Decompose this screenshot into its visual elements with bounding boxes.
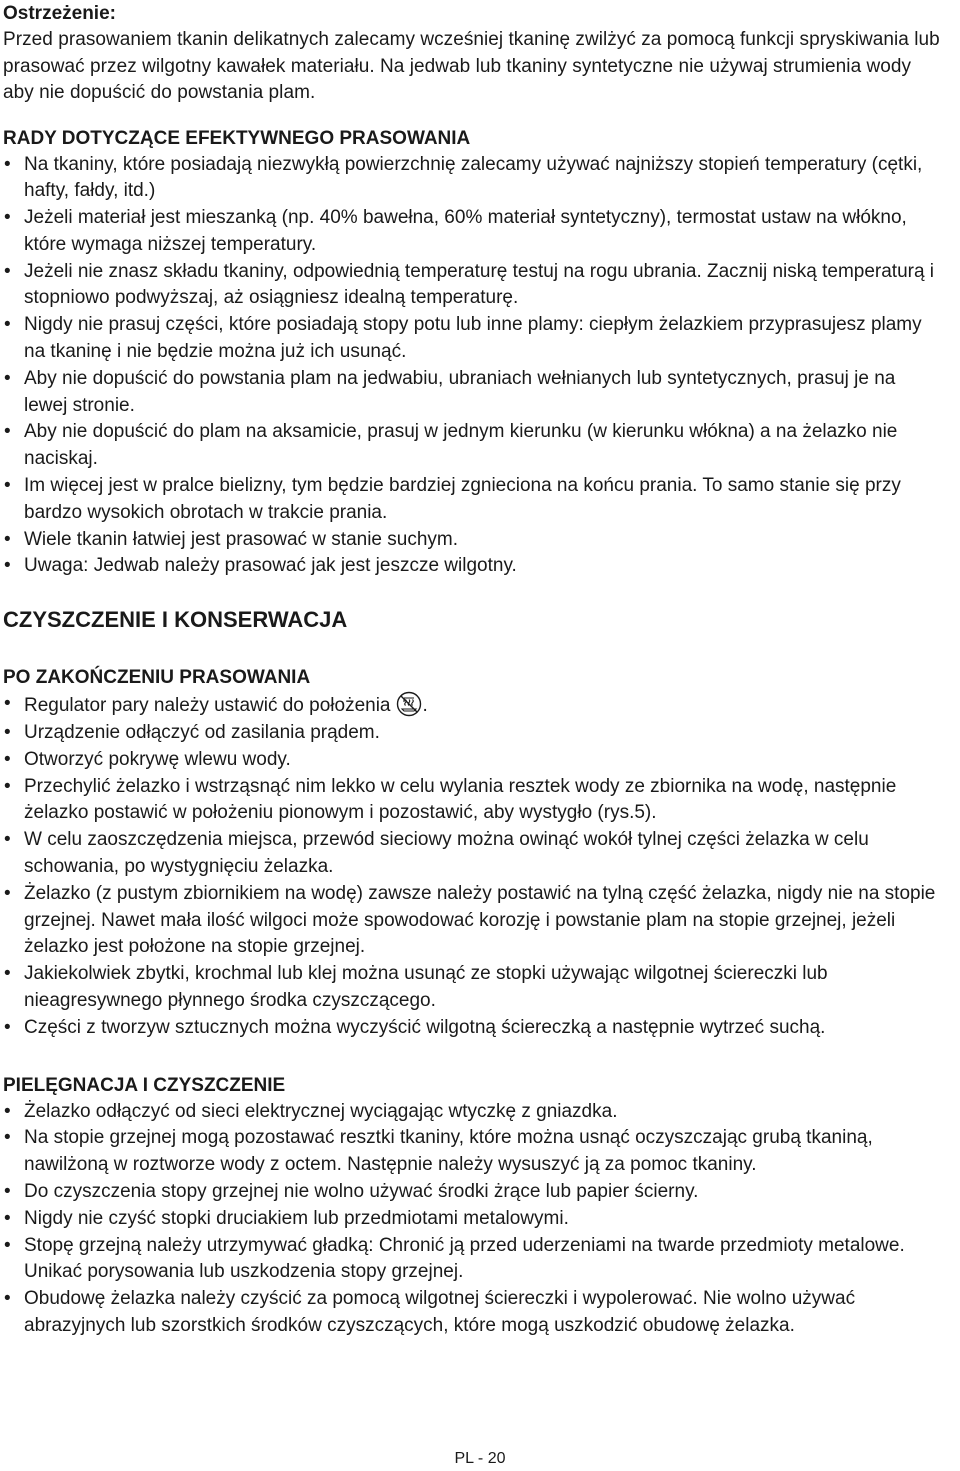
bullet: • <box>4 1288 11 1310</box>
bullet: • <box>4 1181 11 1202</box>
list-item: • Urządzenie odłączyć od zasilania prądem. <box>3 720 942 747</box>
after-ironing-title: PO ZAKOŃCZENIU PRASOWANIA <box>3 667 311 689</box>
bullet: • <box>4 775 11 797</box>
list-item: • Nigdy nie czyść stopki druciakiem lub przedmiotami metalowymi. <box>3 1206 942 1233</box>
list-item: • Aby nie dopuścić do powstania plam na jedwabiu, ubraniach wełnianych lub syntetycznych, prasuj je na lewej stronie. <box>4 367 896 416</box>
list-item: • Części z tworzyw sztucznych można wyczyścić wilgotną ściereczką a następnie wytrzeć suchą. <box>3 1015 942 1042</box>
list-item: • Im więcej jest w pralce bielizny, tym będzie bardziej zgnieciona na końcu prania. To samo stanie się przy bardzo wysokich obrotach w trakcie prania. <box>4 475 901 523</box>
list-item: • Regulator pary należy ustawić do położenia . <box>4 693 428 717</box>
bullet: • <box>4 748 11 770</box>
list-item: • Stopę grzejną należy utrzymywać gładką: Chronić ją przed uderzeniami na twarde przedmioty metalowe. Unikać porysowania lub uszkodzenia stopy grzejnej. <box>4 1234 905 1283</box>
list-item: • Żelazko odłączyć od sieci elektrycznej wyciągając wtyczkę z gniazdka. <box>3 1099 942 1126</box>
list-item: • Jakiekolwiek zbytki, krochmal lub klej można usunąć ze stopki używając wilgotnej ściereczki lub nieagresywnego płynnego środka czyszczącego. <box>4 963 828 1012</box>
list-item: • Nigdy nie prasuj części, które posiadają stopy potu lub inne plamy: ciepłym żelazkiem przyprasujesz plamy na tkaninę i nie będzie można już ich usunąć. <box>4 314 922 363</box>
bullet: • <box>4 153 11 175</box>
care-list <box>3 1099 942 1340</box>
page-number: PL - 20 <box>454 1450 506 1467</box>
bullet: • <box>4 207 11 229</box>
tips-title: RADY DOTYCZĄCE EFEKTYWNEGO PRASOWANIA <box>3 127 471 149</box>
list-item: • Żelazko (z pustym zbiornikiem na wodę) zawsze należy postawić na tylną część żelazka, nigdy nie na stopie grzejnej. Nawet mała ilość wilgoci może spowodować korozję i powstanie plam na stopie grzejnej, jeżeli żelazko jest położone na stopie grzejnej. <box>4 882 936 958</box>
warning-title: Ostrzeżenie: <box>3 3 116 24</box>
bullet: • <box>4 829 11 851</box>
bullet: • <box>4 722 11 744</box>
bullet: • <box>4 1100 11 1122</box>
no-steam-icon <box>395 691 423 717</box>
list-item: • Do czyszczenia stopy grzejnej nie wolno używać środki żrące lub papier ścierny. <box>3 1179 942 1206</box>
bullet: • <box>4 1127 11 1149</box>
cleaning-title: CZYSZCZENIE I KONSERWACJA <box>3 607 348 633</box>
list-item: • Jeżeli nie znasz składu tkaniny, odpowiednią temperaturę testuj na rogu ubrania. Zacznij niską temperaturą i stopniowo podwyższaj, aż osiągniesz idealną temperaturę. <box>4 260 935 309</box>
bullet: • <box>4 693 11 715</box>
bullet: • <box>4 1234 11 1256</box>
list-item: • Na stopie grzejnej mogą pozostawać resztki tkaniny, które można usnąć oczyszczając grubą tkaniną, nawilżoną w roztworze wody z octem. Następnie należy wysuszyć ją za pomoc tkaniny. <box>4 1127 873 1176</box>
bullet: • <box>4 555 11 577</box>
list-item: • Uwaga: Jedwab należy prasować jak jest jeszcze wilgotny. <box>3 553 942 580</box>
list-item: • Otworzyć pokrywę wlewu wody. <box>3 747 942 774</box>
list-item: • Wiele tkanin łatwiej jest prasować w stanie suchym. <box>3 527 942 554</box>
bullet: • <box>4 260 11 282</box>
bullet: • <box>4 963 11 985</box>
warning-text: Przed prasowaniem tkanin delikatnych zalecamy wcześniej tkaninę zwilżyć za pomocą funkcji spryskiwania lub prasować przez wilgotny kawałek materiału. Na jedwab lub tkaniny syntetyczne nie używaj strumienia wody aby nie dopuścić do powstania plam. <box>3 29 940 103</box>
care-title: PIELĘGNACJA I CZYSZCZENIE <box>3 1074 286 1096</box>
list-item: • W celu zaoszczędzenia miejsca, przewód sieciowy można owinąć wokół tylnej części żelazka w celu schowania, po wystygnięciu żelazka. <box>4 829 869 878</box>
list-item: • Jeżeli materiał jest mieszanką (np. 40% bawełna, 60% materiał syntetyczny), termostat ustaw na włókno, które wymaga niższej temperatury. <box>4 207 907 255</box>
list-item: • Obudowę żelazka należy czyścić za pomocą wilgotnej ściereczki i wypolerować. Nie wolno używać abrazyjnych lub szorstkich środków czyszczących, które mogą uszkodzić obudowę żelazka. <box>4 1288 856 1336</box>
list-item: • Przechylić żelazko i wstrząsnąć nim lekko w celu wylania resztek wody ze zbiornika na wodę, następnie żelazko postawić w położeniu pionowym i pozostawić, aby wystygło (rys.5). <box>4 775 897 824</box>
bullet: • <box>4 528 11 550</box>
bullet: • <box>4 1207 11 1229</box>
list-item: • Na tkaniny, które posiadają niezwykłą powierzchnię zalecamy używać najniższy stopień temperatury (cętki, hafty, fałdy, itd.) <box>4 153 923 202</box>
after-ironing-list <box>3 691 942 1041</box>
bullet: • <box>4 367 11 389</box>
bullet: • <box>4 1016 11 1038</box>
bullet: • <box>4 882 11 904</box>
bullet: • <box>4 475 11 497</box>
tips-list <box>3 152 942 581</box>
list-item: • Aby nie dopuścić do plam na aksamicie, prasuj w jednym kierunku (w kierunku włókna) a na żelazko nie naciskaj. <box>4 421 898 470</box>
bullet: • <box>4 314 11 336</box>
bullet: • <box>4 421 11 443</box>
